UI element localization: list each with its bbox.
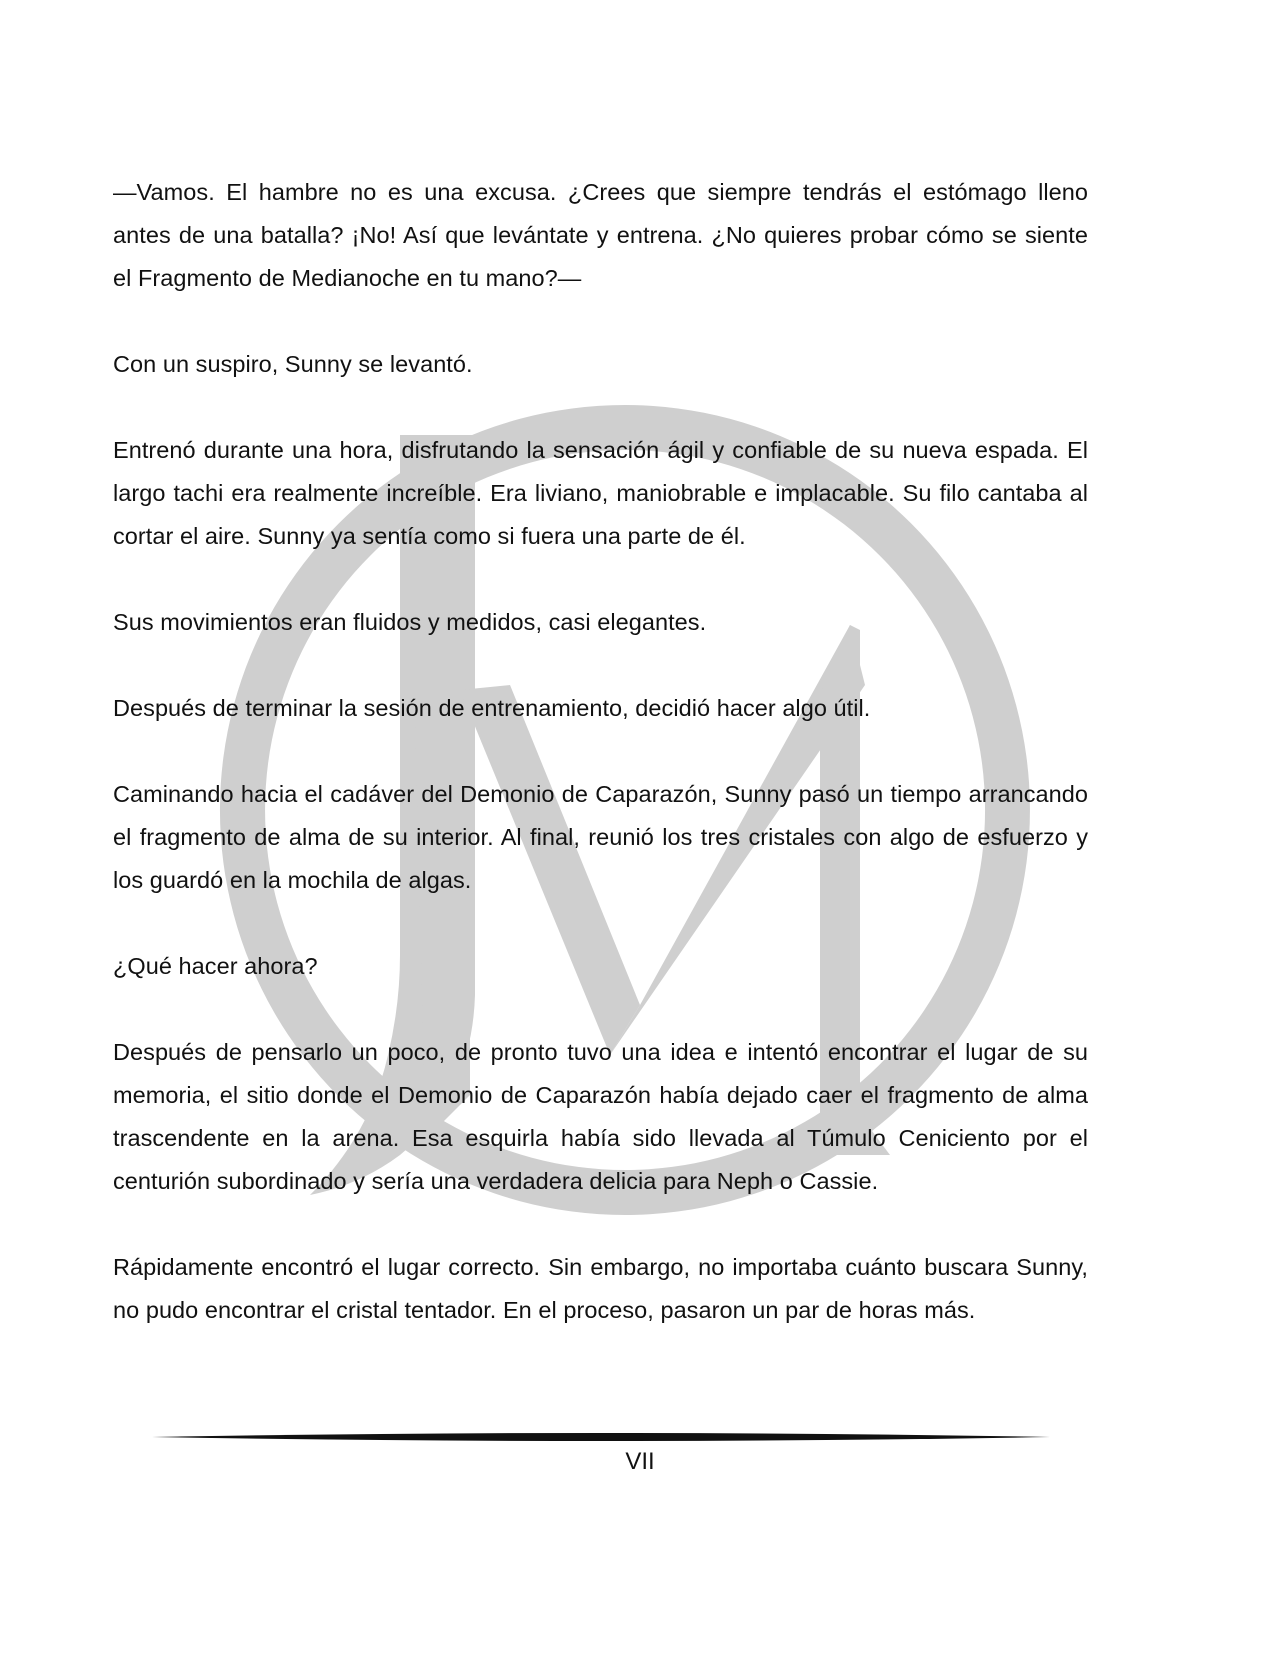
paragraph: Con un suspiro, Sunny se levantó. [113, 351, 473, 377]
paragraph: Rápidamente encontró el lugar correcto. Sin embargo, no importaba cuánto buscara Sunny, no pudo encontrar el cristal tentador. En el proceso, pasaron un par de horas más. [113, 1254, 1088, 1323]
page-number: VII [625, 1448, 655, 1475]
paragraph: ¿Qué hacer ahora? [113, 953, 318, 979]
page-body [113, 171, 1088, 1332]
footer-divider [152, 1431, 1050, 1443]
paragraph: Después de pensarlo un poco, de pronto tuvo una idea e intentó encontrar el lugar de su memoria, el sitio donde el Demonio de Caparazón había dejado caer el fragmento de alma trascendente en la arena. Esa esquirla había sido llevada al Túmulo Ceniciento por el centurión subordinado y sería una verdadera delicia para Neph o Cassie. [113, 1039, 1088, 1194]
paragraph: Sus movimientos eran fluidos y medidos, casi elegantes. [113, 609, 707, 635]
paragraph: —Vamos. El hambre no es una excusa. ¿Crees que siempre tendrás el estómago lleno antes de una batalla? ¡No! Así que levántate y entrena. ¿No quieres probar cómo se siente el Fragmento de Medianoche en tu mano?— [113, 179, 1088, 291]
paragraph: Después de terminar la sesión de entrenamiento, decidió hacer algo útil. [113, 695, 871, 721]
paragraph: Entrenó durante una hora, disfrutando la sensación ágil y confiable de su nueva espada. El largo tachi era realmente increíble. Era liviano, maniobrable e implacable. Su filo cantaba al cortar el aire. Sunny ya sentía como si fuera una parte de él. [113, 437, 1088, 549]
paragraph: Caminando hacia el cadáver del Demonio de Caparazón, Sunny pasó un tiempo arrancando el fragmento de alma de su interior. Al final, reunió los tres cristales con algo de esfuerzo y los guardó en la mochila de algas. [113, 781, 1088, 893]
